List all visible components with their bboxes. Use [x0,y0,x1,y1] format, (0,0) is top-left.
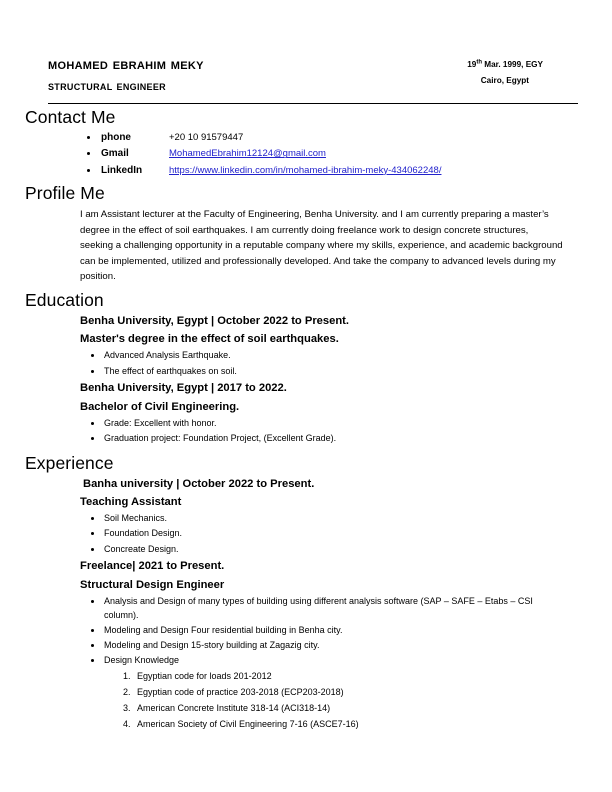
design-knowledge-code-list [25,668,579,732]
email-link[interactable]: MohamedEbrahim12124@gmail.com [169,148,326,160]
experience-employer: Banha university | October 2022 to Present. [83,477,315,490]
experience-details [25,511,579,557]
list-item [99,163,579,179]
list-item: • Concreate Design. [103,542,579,557]
education-details [25,348,579,379]
contact-label: • LinkedIn [101,164,143,176]
list-item: 3. American Concrete Institute 318-14 (ACI318-14) [133,700,579,716]
section-education [25,289,579,447]
birth-ordinal-suffix: th [476,59,482,66]
list-item: • The effect of earthquakes on soil. [103,364,579,379]
contact-label: • Gmail [101,148,129,160]
resume-header [25,55,579,96]
list-item-text: • Analysis and Design of many types of building using different analysis software (SAP – SAFE – Etabs – CSI column). [104,595,533,621]
list-item: • Soil Mechanics. [103,511,579,526]
section-title-profile: Profile Me [25,182,105,203]
education-details [25,416,579,447]
contact-list [25,130,579,179]
education-institution: Benha University, Egypt | October 2022 to Present. [80,315,350,328]
list-item: • Modeling and Design Four residential building in Benha city. [103,623,579,638]
education-institution: Benha University, Egypt | 2017 to 2022. [80,382,287,395]
contact-row-linkedin [101,163,579,179]
contact-row-phone [101,130,579,146]
list-item: • Design Knowledge [103,653,579,668]
section-title-experience: Experience [25,452,114,473]
header-identity [48,55,204,96]
education-degree: Bachelor of Civil Engineering. [80,400,240,413]
experience-role: Structural Design Engineer [80,578,225,591]
birth-rest: Mar. 1999, EGY [482,60,543,69]
section-title-contact: Contact Me [25,107,116,128]
list-item: 1. Egyptian code for loads 201-2012 [133,668,579,684]
experience-entry [25,557,579,732]
list-item: • Modeling and Design 15-story building at Zagazig city. [103,638,579,653]
header-divider [48,103,578,104]
section-profile [25,182,579,285]
header-meta [467,55,579,92]
location: Cairo, Egypt [480,76,529,86]
list-item: • Graduation project: Foundation Project, (Excellent Grade). [103,431,579,446]
contact-row-gmail [101,146,579,162]
list-item [103,594,579,624]
experience-details [25,594,579,668]
list-item: 4. American Society of Civil Engineering 7-16 (ASCE7-16) [133,716,579,732]
education-degree: Master's degree in the effect of soil earthquakes. [80,333,339,346]
experience-role: Teaching Assistant [80,495,182,508]
education-entry [25,379,579,446]
linkedin-link[interactable]: https://www.linkedin.com/in/mohamed-ibrahim-meky-434062248/ [169,164,442,176]
list-item: 2. Egyptian code of practice 203-2018 (ECP203-2018) [133,684,579,700]
list-item [99,146,579,162]
birth-date [467,59,543,71]
section-title-education: Education [25,290,104,311]
list-item: • Foundation Design. [103,526,579,541]
contact-value-phone: +20 10 91579447 [169,132,244,144]
profile-summary-text: I am Assistant lecturer at the Faculty of Engineering, Benha University. and I am currently preparing a master’s degree in the effect of soil earthquakes. I am currently doing freelance work to design concrete structures, seeking a challenging opportunity in a reputable company where my skills, experience, and academic background can be implemented, utilized and professionally developed. And take the company to advanced levels during my position. [80,208,563,283]
list-item [99,130,579,146]
section-experience [25,452,579,732]
candidate-job-title: structural engineer [48,77,166,93]
education-entry [25,312,579,379]
list-item: • Advanced Analysis Earthquake. [103,348,579,363]
contact-label: • phone [101,132,131,144]
experience-employer: Freelance| 2021 to Present. [80,560,225,573]
birth-day: 19 [467,60,477,69]
experience-entry [25,475,579,558]
section-contact [25,106,579,179]
list-item: • Grade: Excellent with honor. [103,416,579,431]
candidate-name: mohamed ebrahim meky [48,56,204,73]
